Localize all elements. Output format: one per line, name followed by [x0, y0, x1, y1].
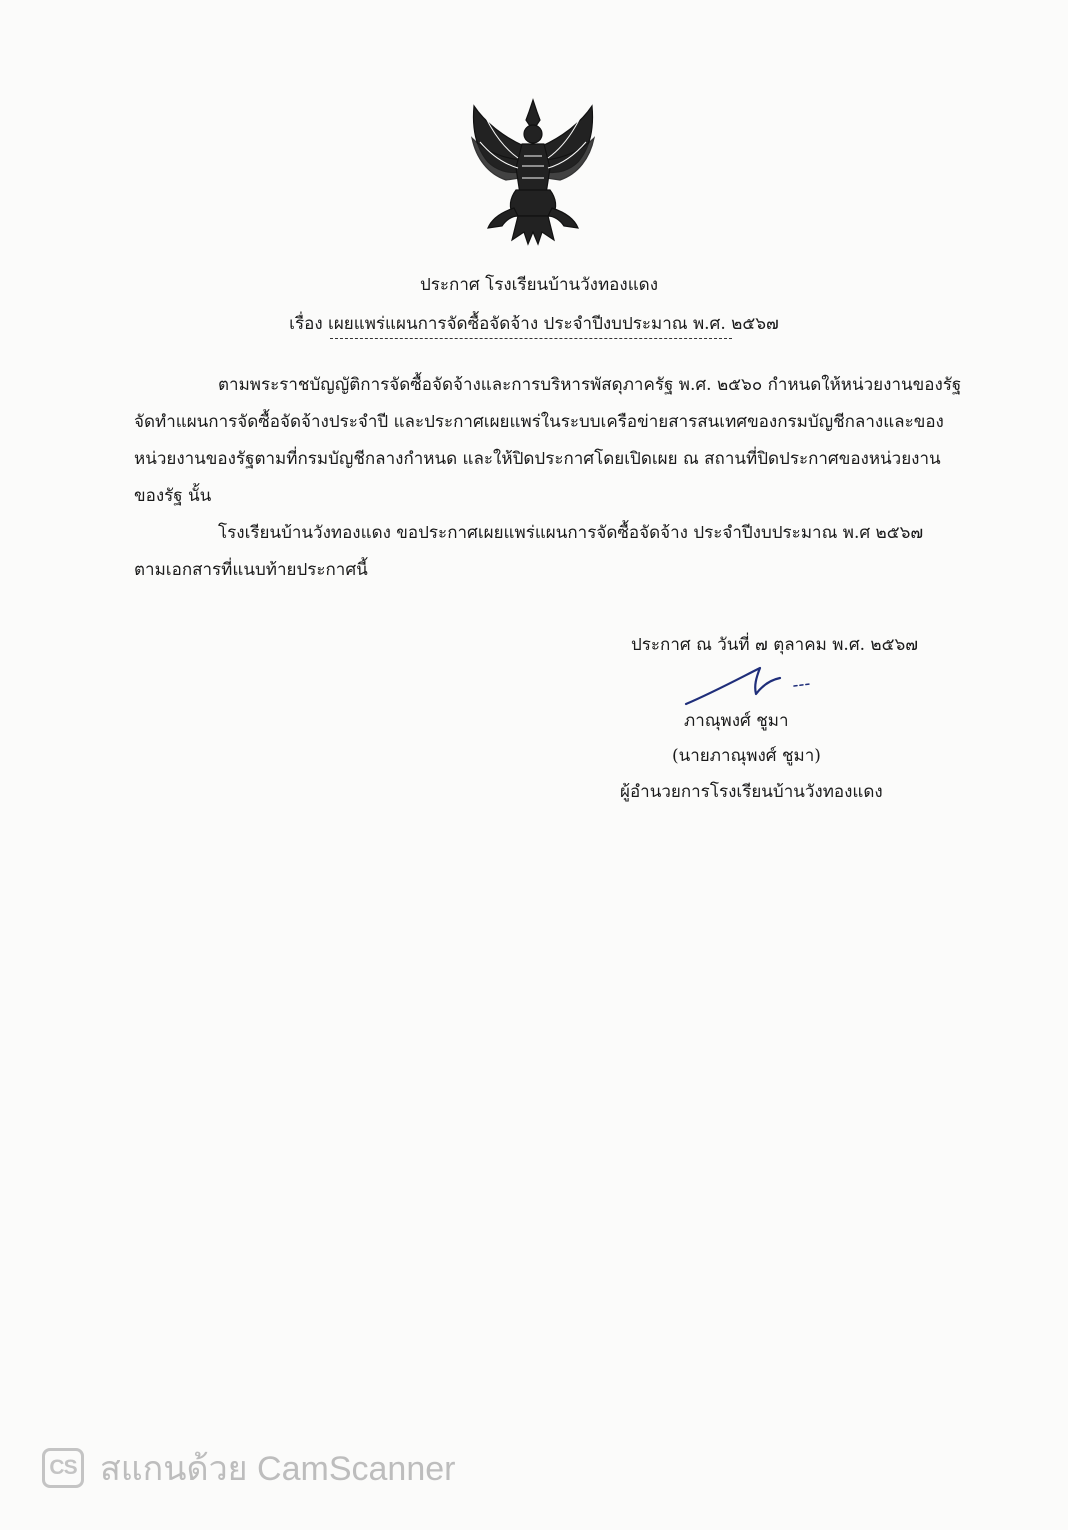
signature-icon	[684, 664, 814, 708]
camscanner-text: สแกนด้วย CamScanner	[100, 1450, 456, 1488]
announcement-title: ประกาศ โรงเรียนบ้านวังทองแดง	[420, 275, 658, 295]
paragraph1-line2: จัดทำแผนการจัดซื้อจัดจ้างประจำปี และประกาศเผยแพร่ในระบบเครือข่ายสารสนเทศของกรมบัญชีกลางและของ	[134, 412, 944, 432]
announcement-date: ประกาศ ณ วันที่ ๗ ตุลาคม พ.ศ. ๒๕๖๗	[631, 635, 919, 655]
paragraph1-line3: หน่วยงานของรัฐตามที่กรมบัญชีกลางกำหนด และให้ปิดประกาศโดยเปิดเผย ณ สถานที่ปิดประกาศของหน่วยงาน	[134, 449, 941, 469]
camscanner-watermark	[42, 1444, 455, 1492]
paragraph1-line4: ของรัฐ นั้น	[134, 486, 212, 506]
signer-name: ภาณุพงศ์ ชูมา	[684, 711, 789, 731]
paragraph2-line1: โรงเรียนบ้านวังทองแดง ขอประกาศเผยแพร่แผนการจัดซื้อจัดจ้าง ประจำปีงบประมาณ พ.ศ ๒๕๖๗	[218, 523, 924, 543]
separator-dashed-line	[330, 338, 732, 339]
signer-position: ผู้อำนวยการโรงเรียนบ้านวังทองแดง	[620, 782, 883, 802]
paragraph2-line2: ตามเอกสารที่แนบท้ายประกาศนี้	[134, 560, 368, 580]
announcement-subject: เรื่อง เผยแพร่แผนการจัดซื้อจัดจ้าง ประจำปีงบประมาณ พ.ศ. ๒๕๖๗	[289, 314, 779, 334]
signer-full-name: (นายภาณุพงศ์ ชูมา)	[672, 746, 821, 766]
camscanner-logo-icon: CS	[42, 1448, 84, 1488]
paragraph1-line1: ตามพระราชบัญญัติการจัดซื้อจัดจ้างและการบริหารพัสดุภาครัฐ พ.ศ. ๒๕๖๐ กำหนดให้หน่วยงานของรัฐ	[218, 375, 962, 395]
garuda-emblem-icon	[466, 98, 601, 246]
